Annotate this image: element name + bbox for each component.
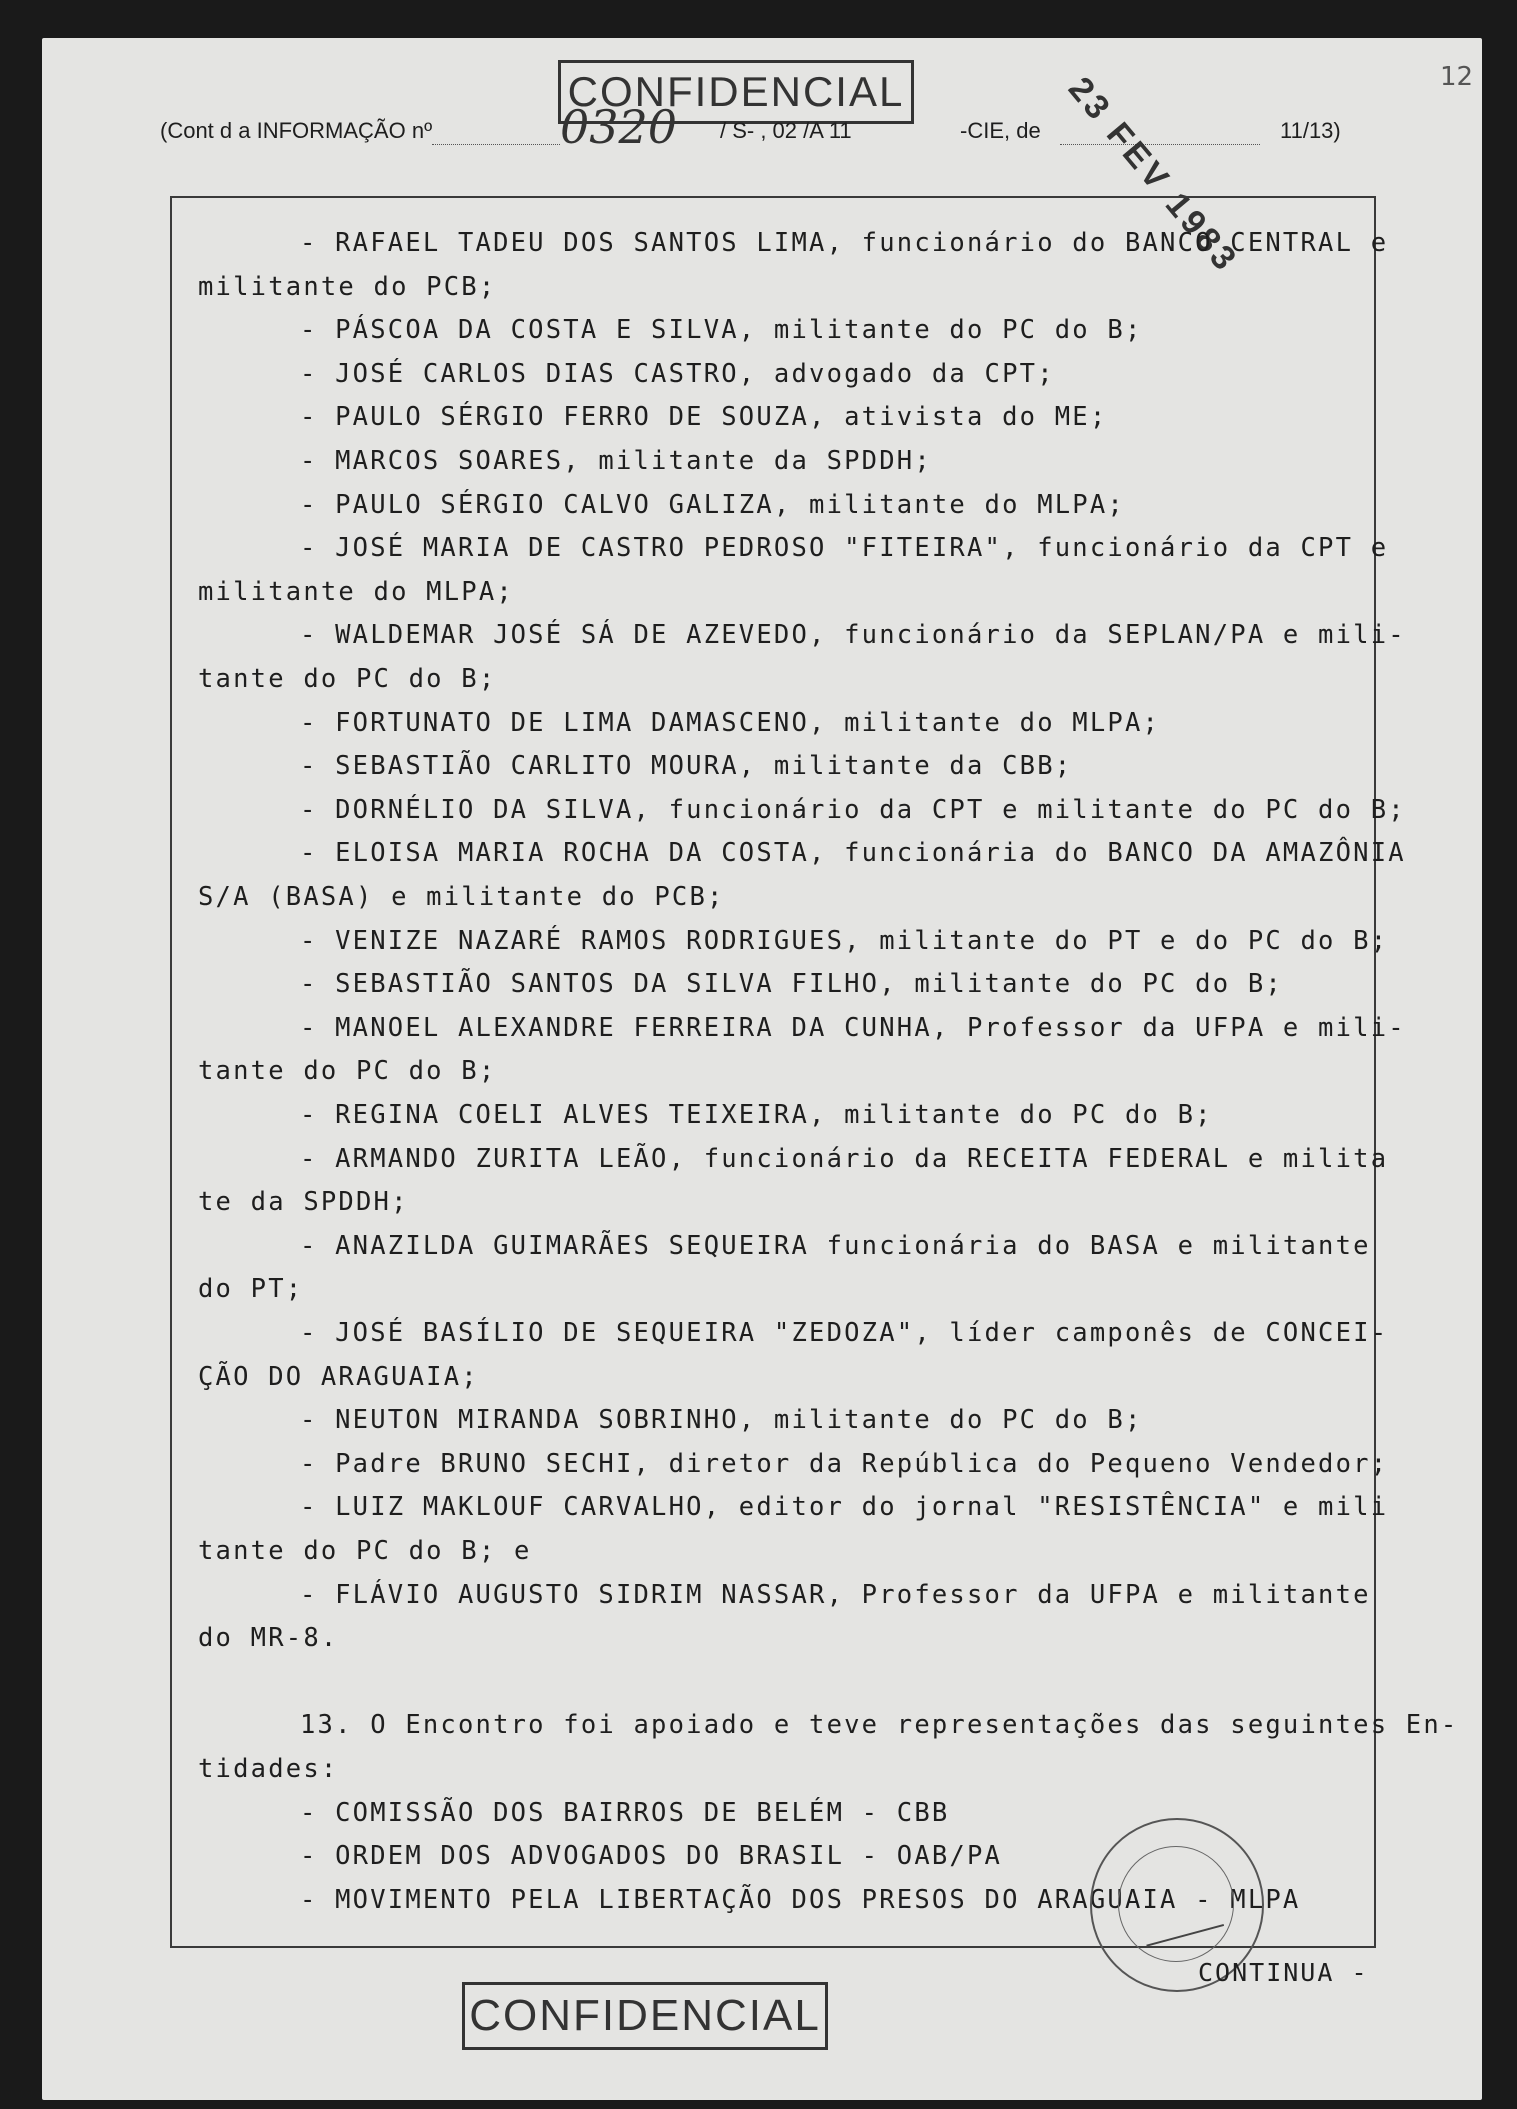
body-line: - ELOISA MARIA ROCHA DA COSTA, funcionária do BANCO DA AMAZÔNIA [300,838,1406,869]
body-line: do MR-8. [198,1623,339,1654]
body-line: - SEBASTIÃO SANTOS DA SILVA FILHO, militante do PC do B; [300,969,1283,1000]
body-line: - ANAZILDA GUIMARÃES SEQUEIRA funcionária do BASA e militante [300,1230,1371,1261]
header-code: / S- , 02 /A 11 [720,118,852,143]
body-line: do PT; [198,1274,304,1305]
body-line: - FORTUNATO DE LIMA DAMASCENO, militante do MLPA; [300,707,1161,738]
confidential-stamp-top: CONFIDENCIAL [558,60,914,124]
body-line: S/A (BASA) e militante do PCB; [198,882,725,912]
body-line: - ARMANDO ZURITA LEÃO, funcionário da RECEITA FEDERAL e milita [300,1143,1389,1174]
body-line: - COMISSÃO DOS BAIRROS DE BELÉM - CBB [300,1797,950,1828]
date-stamp: 23 FEV 1983 [1060,70,1246,281]
body-line: - MOVIMENTO PELA LIBERTAÇÃO DOS PRESOS DO ARAGUAIA - MLPA [300,1884,1301,1915]
body-line: 13. O Encontro foi apoiado e teve representações das seguintes En- [300,1710,1459,1741]
header-cie: -CIE, de [960,118,1041,143]
body-line: - PAULO SÉRGIO CALVO GALIZA, militante do MLPA; [300,489,1125,520]
document-header [160,100,1370,154]
header-page-count: 11/13) [1280,118,1341,143]
body-line: ÇÃO DO ARAGUAIA; [198,1361,479,1392]
body-line: tante do PC do B; [198,664,497,694]
body-line: - REGINA COELI ALVES TEIXEIRA, militante do PC do B; [300,1100,1213,1130]
body-line: tante do PC do B; e [198,1536,532,1566]
body-line: - JOSÉ CARLOS DIAS CASTRO, advogado da CPT; [300,358,1055,389]
body-line: - MANOEL ALEXANDRE FERREIRA DA CUNHA, Professor da UFPA e mili- [300,1012,1406,1043]
body-line: - SEBASTIÃO CARLITO MOURA, militante da CBB; [300,751,1073,782]
body-line: tante do PC do B; [198,1056,497,1087]
body-line: - PAULO SÉRGIO FERRO DE SOUZA, ativista do ME; [300,402,1108,433]
body-line: - ORDEM DOS ADVOGADOS DO BRASIL - OAB/PA [300,1841,1003,1872]
body-line: te da SPDDH; [198,1187,409,1218]
body-line: - WALDEMAR JOSÉ SÁ DE AZEVEDO, funcionário da SEPLAN/PA e mili- [300,620,1406,651]
body-line: militante do MLPA; [198,576,514,607]
confidential-stamp-bottom: CONFIDENCIAL [462,1982,828,2050]
body-line: - MARCOS SOARES, militante da SPDDH; [300,446,932,476]
body-line: - JOSÉ BASÍLIO DE SEQUEIRA "ZEDOZA", líder camponês de CONCEI- [300,1318,1389,1348]
body-line: - DORNÉLIO DA SILVA, funcionário da CPT e militante do PC do B; [300,794,1406,825]
body-line: - PÁSCOA DA COSTA E SILVA, militante do PC do B; [300,315,1143,346]
body-line: tidades: [198,1754,339,1784]
body-line: militante do PCB; [198,271,497,302]
body-line: - VENIZE NAZARÉ RAMOS RODRIGUES, militante do PT e do PC do B; [300,925,1389,956]
continua-label: CONTINUA - [1198,1958,1369,1987]
header-information-number: 0320 [560,100,678,154]
body-line: - FLÁVIO AUGUSTO SIDRIM NASSAR, Professor da UFPA e militante [300,1579,1371,1610]
page-number: 12 [1440,62,1474,92]
body-line: - LUIZ MAKLOUF CARVALHO, editor do jornal "RESISTÊNCIA" e mili [300,1492,1389,1523]
body-line: - RAFAEL TADEU DOS SANTOS LIMA, funcionário do BANCO CENTRAL e [300,228,1389,258]
body-line: - JOSÉ MARIA DE CASTRO PEDROSO "FITEIRA", funcionário da CPT e [300,533,1389,564]
header-prefix: (Cont d a INFORMAÇÃO nº [160,118,433,143]
body-line: - Padre BRUNO SECHI, diretor da República do Pequeno Vendedor; [300,1448,1389,1479]
body-line: - NEUTON MIRANDA SOBRINHO, militante do PC do B; [300,1405,1143,1436]
